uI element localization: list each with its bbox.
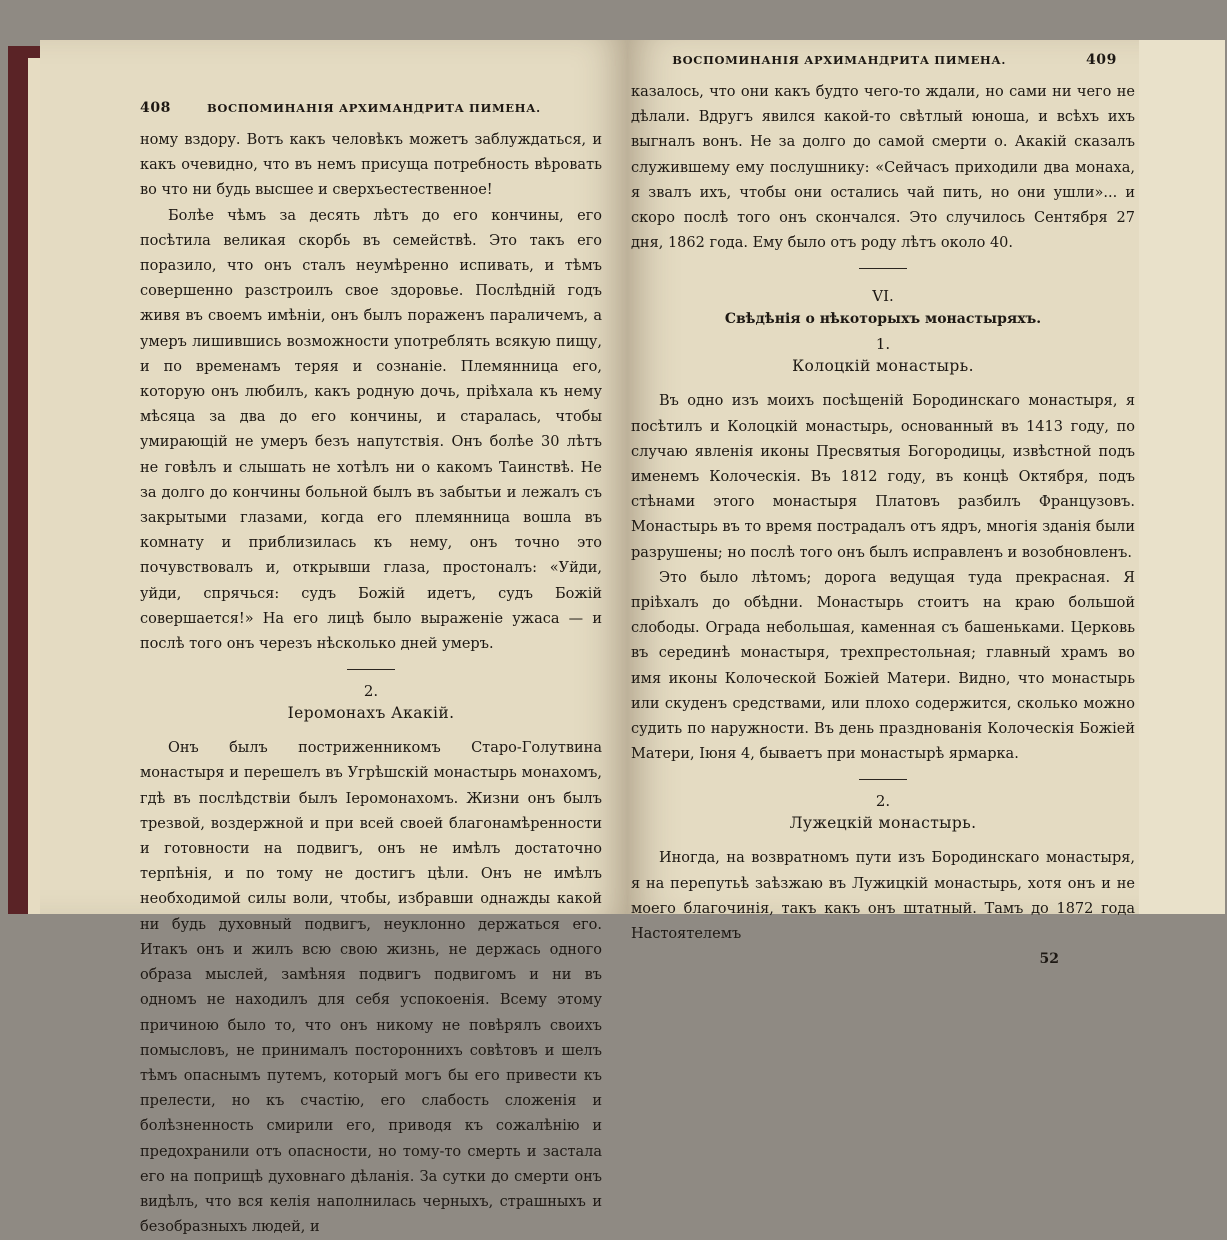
chapter-number: VI. bbox=[872, 287, 894, 306]
right-endsheet bbox=[1139, 40, 1225, 914]
right-running-head bbox=[631, 52, 1135, 68]
chapter-divider bbox=[859, 268, 907, 269]
left-paragraph-1: ному вздору. Вотъ какъ человѣкъ можетъ заблуждаться, и какъ очевидно, что въ немъ присуща потребность вѣровать во что ни будь высшее и сверхъестественное! bbox=[140, 132, 602, 199]
left-paragraph-3: Онъ былъ постриженникомъ Старо-Голутвина монастыря и перешелъ въ Угрѣшскій монастырь монахомъ, гдѣ въ послѣдствіи былъ Іеромонахомъ. Жизни онъ былъ трезвой, воздержной и при всей своей благонамѣренности и готовности на подвигъ, онъ не имѣлъ достаточно терпѣнія, и по тому не достигъ цѣли. Онъ не имѣлъ необходимой силы воли, чтобы, избравши однажды какой ни будь духовный подвигъ, неуклонно держаться его. Итакъ онъ и жилъ всю свою жизнь, не держась одного образа мыслей, замѣняя подвигъ подвигомъ и ни въ одномъ не находилъ для себя успокоенія. Всему этому причиною было то, что онъ никому не повѣрялъ своихъ помысловъ, не принималъ постороннихъ совѣтовъ и шелъ тѣмъ опаснымъ путемъ, который могъ бы его привести къ прелести, но къ счастію, его слабость сложенія и болѣзненность смирили его, приводя къ сожалѣнію и предохранили отъ опасности, но тому-то смерть и застала его на поприщѣ духовнаго дѣланія. За сутки до смерти онъ видѣлъ, что вся келія наполнилась черныхъ, страшныхъ и безобразныхъ людей, и bbox=[140, 740, 602, 1236]
right-paragraph-1: казалось, что они какъ будто чего-то ждали, но сами ни чего не дѣлали. Вдругъ явился какой-то свѣтлый юноша, и всѣхъ ихъ выгналъ вонъ. Не за долго до самой смерти о. Акакій сказалъ служившему ему послушнику: «Сейчасъ приходили два монаха, я звалъ ихъ, чтобы они остались чай пить, но они ушли»... и скоро послѣ того онъ скончался. Это случилось Сентября 27 дня, 1862 года. Ему было отъ роду лѣтъ около 40. bbox=[631, 84, 1135, 252]
subsection-2-number: 2. bbox=[875, 792, 891, 811]
subsection-1-title: Колоцкій монастырь. bbox=[792, 357, 974, 376]
signature-mark: 52 bbox=[1039, 951, 1059, 968]
left-paragraph-2: Болѣе чѣмъ за десять лѣтъ до его кончины, его посѣтила великая скорбь въ семействѣ. Это такъ его поразило, что онъ сталъ неумѣренно испивать, и тѣмъ совершенно разстроилъ свое здоровье. Послѣдній годъ живя въ своемъ имѣніи, онъ былъ пораженъ параличемъ, а умеръ лишившись возможности употреблять всякую пищу, и по временамъ теряя и сознаніе. Племянница его, которую онъ любилъ, какъ родную дочь, пріѣхала къ нему мѣсяца за два до его кончины, и старалась, чтобы умирающій не умеръ безъ напутствія. Онъ болѣе 30 лѣтъ не говѣлъ и слышать не хотѣлъ ни о какомъ Таинствѣ. Не за долго до кончины больной былъ въ забытьи и лежалъ съ закрытыми глазами, когда его племянница вошла въ комнату и приблизилась къ нему, онъ точно это почувствовалъ и, открывши глаза, простоналъ: «Уйди, уйди, спрячься: судъ Божій идетъ, судъ Божій совершается!» На его лицѣ было выраженіе ужаса — и послѣ того онъ черезъ нѣсколько дней умеръ. bbox=[140, 207, 602, 653]
left-page bbox=[40, 40, 628, 1236]
chapter-title: Свѣдѣнія о нѣкоторыхъ монастыряхъ. bbox=[724, 311, 1042, 328]
right-paragraph-4: Иногда, на возвратномъ пути изъ Бородинскаго монастыря, я на перепутьѣ заѣзжаю въ Лужицкій монастырь, хотя онъ и не моего благочинія, такъ какъ онъ штатный. Тамъ до 1872 года Настоятелемъ bbox=[631, 850, 1135, 943]
subsection-2-title: Лужецкій монастырь. bbox=[789, 814, 977, 833]
subsection-1-number: 1. bbox=[875, 335, 891, 354]
left-running-title: ВОСПОМИНАНІЯ АРХИМАНДРИТА ПИМЕНА. bbox=[207, 101, 541, 115]
right-running-title: ВОСПОМИНАНІЯ АРХИМАНДРИТА ПИМЕНА. bbox=[672, 53, 1006, 67]
right-paragraph-2: Въ одно изъ моихъ посѣщеній Бородинскаго монастыря, я посѣтилъ и Колоцкій монастырь, основанный въ 1413 году, по случаю явленія иконы Пресвятыя Богородицы, извѣстной подъ именемъ Колоческія. Въ 1812 году, въ концѣ Октября, подъ стѣнами этого монастыря Платовъ разбилъ Французовъ. Монастырь въ то время пострадалъ отъ ядръ, многія зданія были разрушены; но послѣ того онъ былъ исправленъ и возобновленъ. bbox=[631, 393, 1135, 561]
right-page-number: 409 bbox=[1085, 52, 1117, 68]
right-paragraph-3: Это было лѣтомъ; дорога ведущая туда прекрасная. Я пріѣхалъ до обѣдни. Монастырь стоитъ на краю большой слободы. Ограда небольшая, каменная съ башеньками. Церковь въ серединѣ монастыря, трехпрестольная; главный храмъ во имя иконы Колоческой Божіей Матери. Видно, что монастырь или скуденъ средствами, или плохо содержится, сколько можно судить по наружности. Въ день празднованія Колоческія Божіей Матери, Іюня 4, бываетъ при монастырѣ ярмарка. bbox=[631, 569, 1135, 763]
right-page bbox=[627, 40, 1139, 968]
subsection-divider bbox=[859, 779, 907, 780]
section-number: 2. bbox=[363, 682, 379, 701]
left-running-head bbox=[140, 100, 602, 116]
section-title: Іеромонахъ Акакій. bbox=[287, 704, 455, 723]
left-page-number: 408 bbox=[140, 100, 172, 116]
section-divider bbox=[347, 669, 395, 670]
